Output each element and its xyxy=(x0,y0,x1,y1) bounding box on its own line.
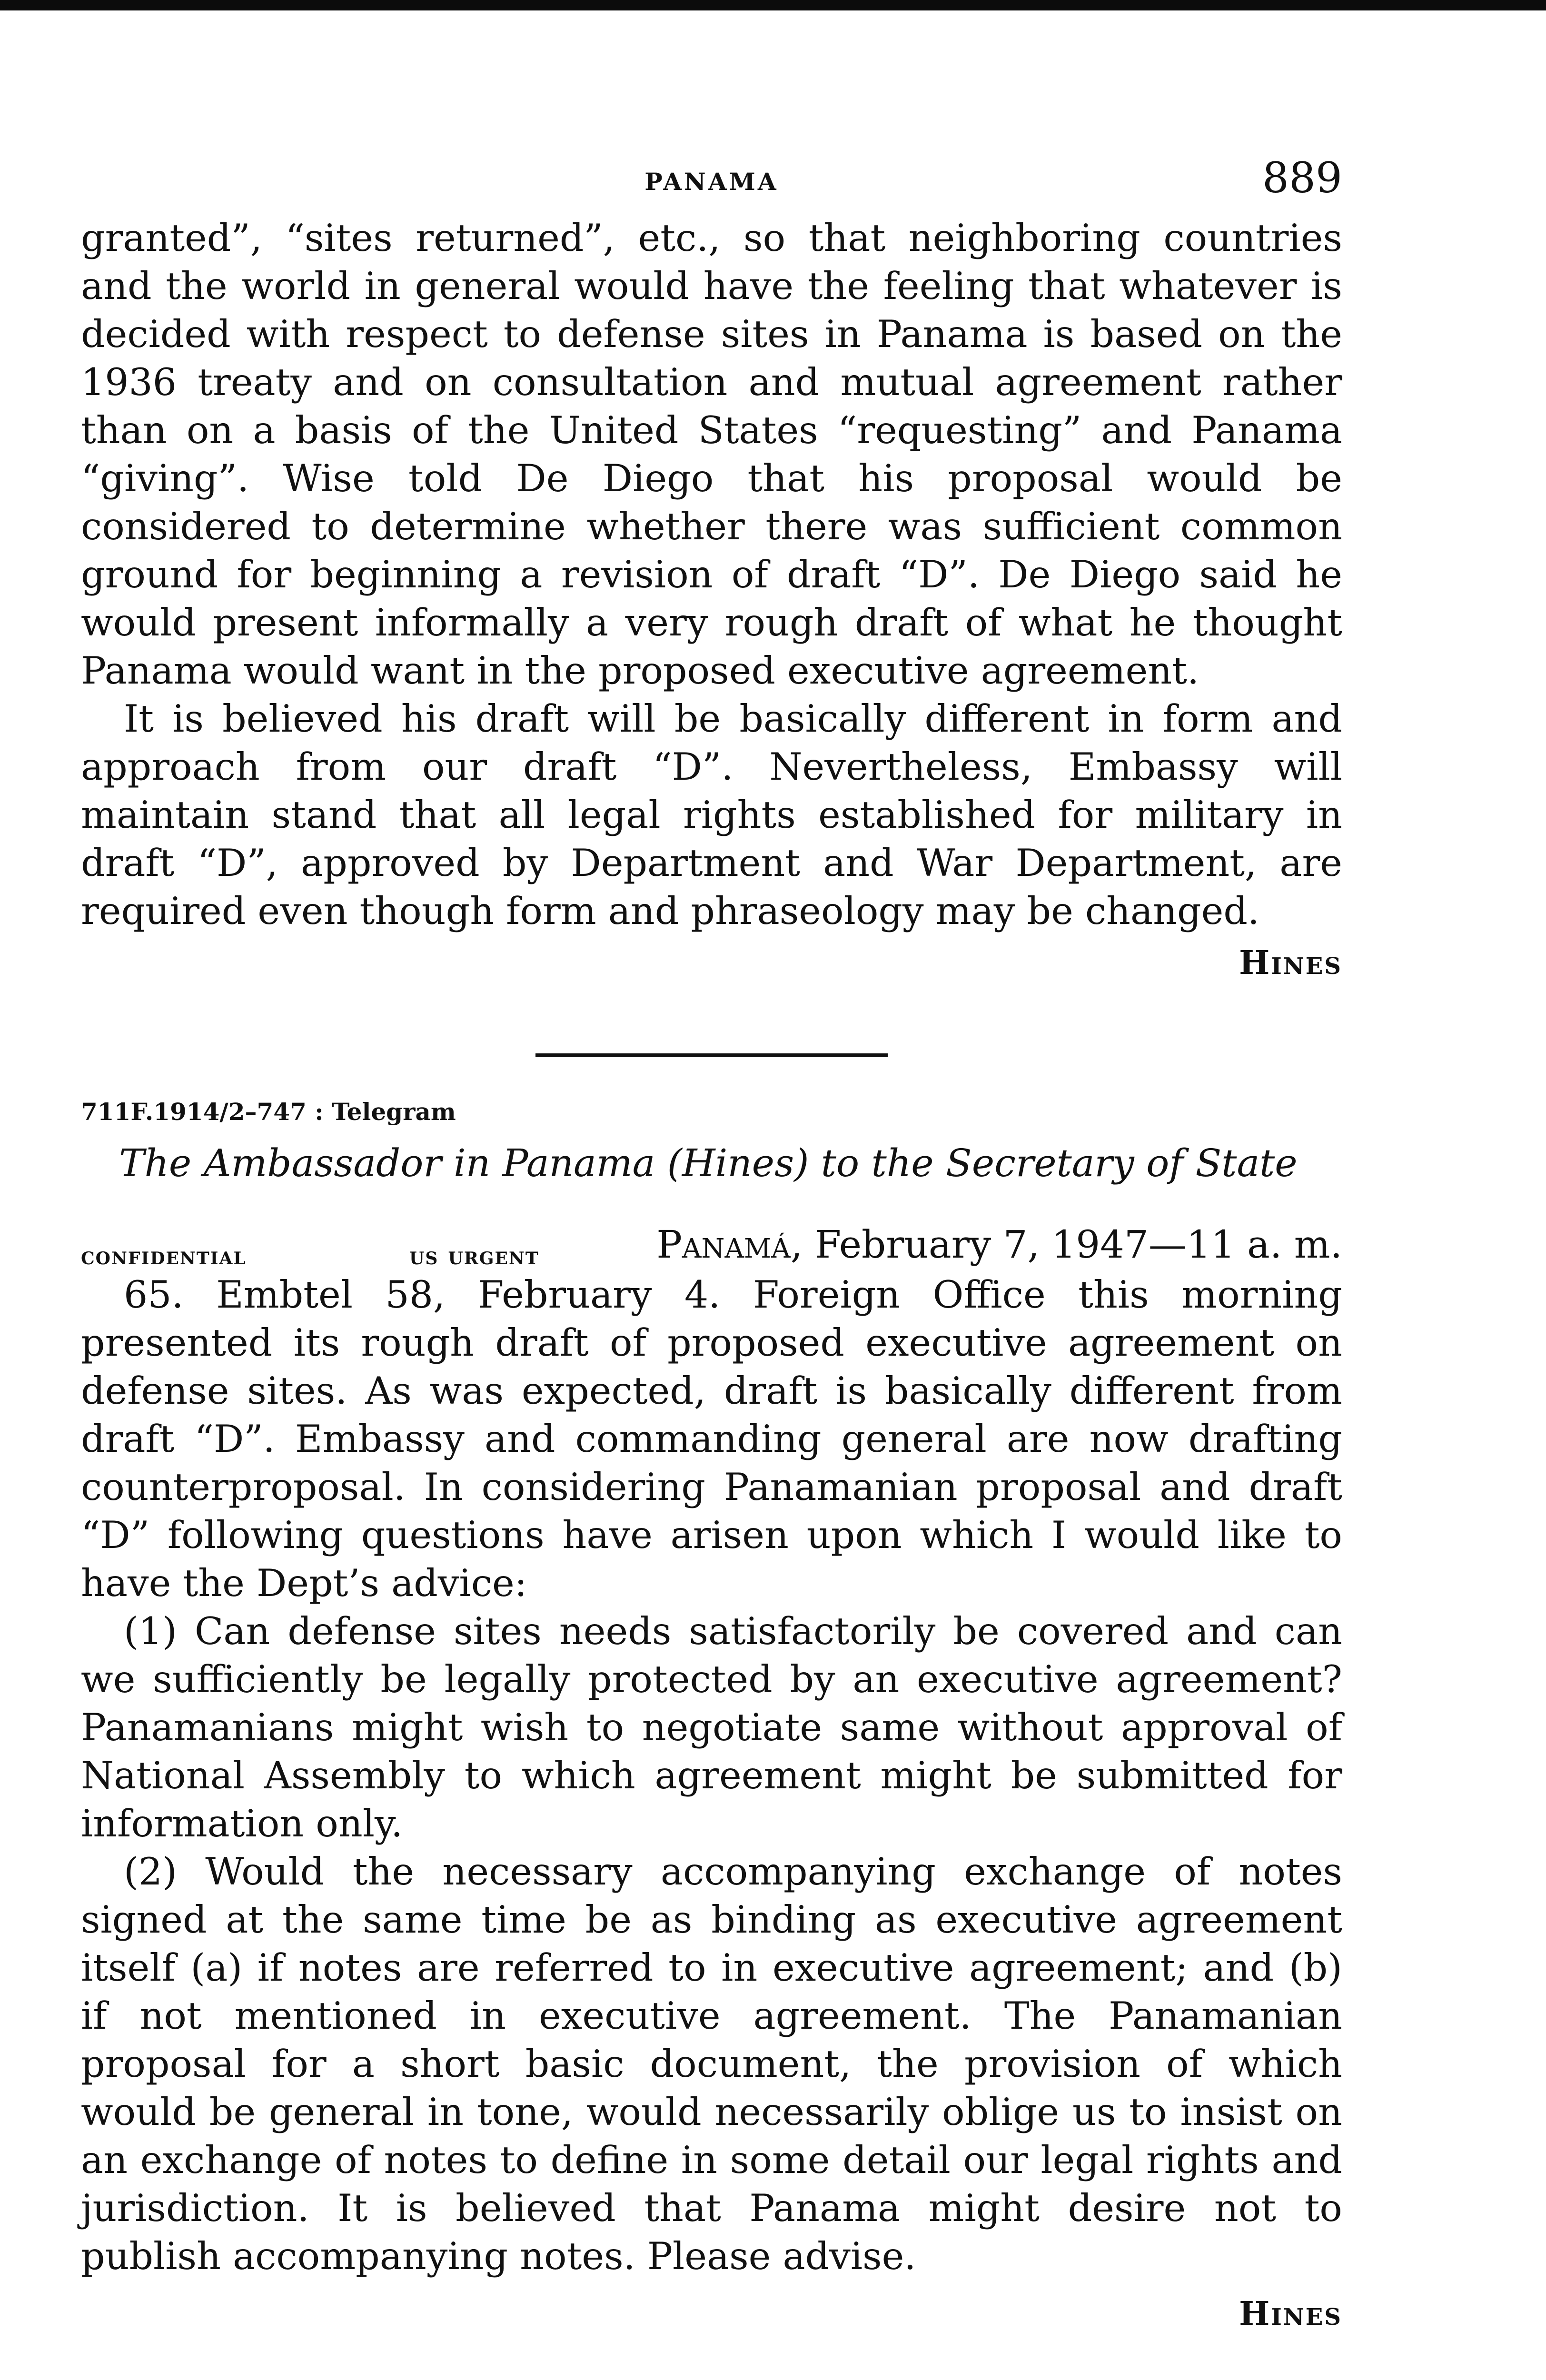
place-name: Panamá xyxy=(656,1222,791,1267)
place-date xyxy=(656,1222,1342,1267)
page-number: 889 xyxy=(1262,153,1342,202)
document-page xyxy=(81,143,1342,2333)
telegram-paragraph-3: (2) Would the necessary accompanying exchange of notes signed at the same time be as binding as executive agreement itself (a) if notes are referred to in executive agreement; and (b) if not mentioned in executive agreement. The Panamanian proposal for a short basic document, the provision of which would be general in tone, would necessarily oblige us to insist on an exchange of notes to define in some detail our legal rights and jurisdiction. It is believed that Panama might desire not to publish accompanying notes. Please advise. xyxy=(81,1850,1342,2278)
page-header xyxy=(81,143,1342,214)
telegram-paragraph-2: (1) Can defense sites needs satisfactorily be covered and can we sufficiently be legally protected by an executive agreement? Panamanians might wish to negotiate same without approval of National Assembly to which agreement might be submitted for information only. xyxy=(81,1609,1342,1845)
continuation-paragraph-1: granted”, “sites returned”, etc., so that neighboring countries and the world in general would have the feeling that whatever is decided with respect to defense sites in Panama is based on the 1936 treaty and on consultation and mutual agreement rather than on a basis of the United States “requesting” and Panama “giving”. Wise told De Diego that his proposal would be considered to determine whether there was sufficient common ground for beginning a revision of draft “D”. De Diego said he would present informally a very rough draft of what he thought Panama would want in the proposed executive agreement. xyxy=(81,216,1342,693)
telegram-paragraph-1: 65. Embtel 58, February 4. Foreign Office this morning presented its rough draft of proposed executive agreement on defense sites. As was expected, draft is basically different from draft “D”. Embassy and commanding general are now drafting counterproposal. In considering Panamanian proposal and draft “D” following questions have arisen upon which I would like to have the Dept’s advice: xyxy=(81,1273,1342,1605)
running-head: PANAMA xyxy=(644,168,779,196)
closing-signature-hines: Hines xyxy=(1239,2295,1342,2333)
section-divider xyxy=(535,1053,888,1057)
signature-hines: Hines xyxy=(1239,944,1342,982)
file-reference: 711F.1914/2–747 : Telegram xyxy=(81,1098,456,1126)
continuation-paragraph-2: It is believed his draft will be basically different in form and approach from our draft “D”. Nevertheless, Embassy will maintain stand that all legal rights established for military in draft “D”, approved by Department and War Department, are required even though form and phraseology may be changed. xyxy=(81,697,1342,933)
dateline xyxy=(81,1222,1342,1270)
urgency-label: us urgent xyxy=(409,1241,539,1270)
document-title: The Ambassador in Panama (Hines) to the Secretary of State xyxy=(119,1141,1298,1185)
top-border xyxy=(0,0,1546,10)
classification-label: confidential xyxy=(81,1241,247,1270)
telegram-date: , February 7, 1947—11 a. m. xyxy=(790,1222,1342,1267)
